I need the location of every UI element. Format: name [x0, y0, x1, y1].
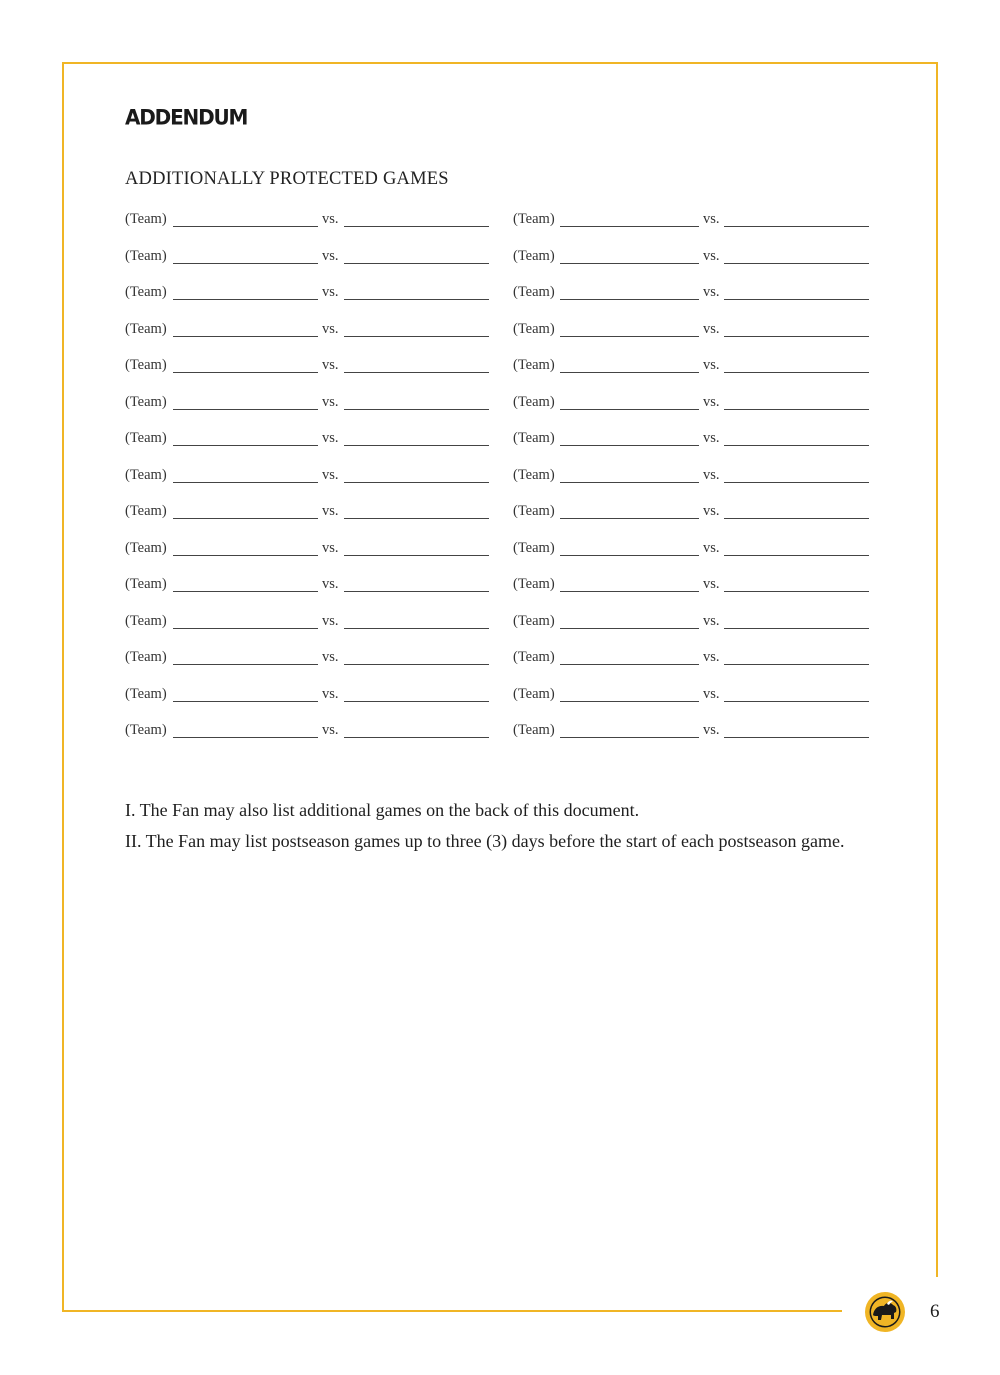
vs-label: vs.	[322, 247, 339, 264]
team-label: (Team)	[125, 357, 167, 373]
team-label: (Team)	[125, 466, 167, 483]
vs-label: vs.	[703, 357, 720, 373]
opponent-team-blank[interactable]	[724, 372, 869, 373]
vs-label: vs.	[703, 722, 720, 738]
home-team-blank[interactable]	[560, 628, 699, 629]
game-entry-row	[0, 393, 1000, 417]
opponent-team-blank[interactable]	[344, 591, 489, 592]
vs-label: vs.	[703, 430, 720, 446]
home-team-blank[interactable]	[173, 336, 318, 337]
home-team-blank[interactable]	[560, 409, 699, 410]
opponent-team-blank[interactable]	[724, 336, 869, 337]
vs-label: vs.	[703, 649, 720, 665]
game-entry-row	[0, 648, 1000, 672]
home-team-blank[interactable]	[560, 555, 699, 556]
team-label: (Team)	[513, 722, 555, 738]
team-label: (Team)	[513, 320, 555, 337]
opponent-team-blank[interactable]	[344, 555, 489, 556]
home-team-blank[interactable]	[173, 263, 318, 264]
vs-label: vs.	[703, 503, 720, 519]
opponent-team-blank[interactable]	[724, 263, 869, 264]
home-team-blank[interactable]	[173, 409, 318, 410]
team-label: (Team)	[125, 393, 167, 410]
team-label: (Team)	[513, 576, 555, 592]
game-entry-row	[0, 210, 1000, 234]
vs-label: vs.	[703, 576, 720, 592]
opponent-team-blank[interactable]	[724, 482, 869, 483]
vs-label: vs.	[322, 211, 339, 227]
home-team-blank[interactable]	[173, 664, 318, 665]
team-label: (Team)	[125, 320, 167, 337]
game-entry-row	[0, 466, 1000, 490]
note-item: I. The Fan may also list additional games on the back of this document.	[125, 800, 640, 820]
game-entry-row	[0, 429, 1000, 453]
home-team-blank[interactable]	[560, 336, 699, 337]
vs-label: vs.	[322, 503, 339, 519]
opponent-team-blank[interactable]	[724, 226, 869, 227]
game-entry-row	[0, 356, 1000, 380]
opponent-team-blank[interactable]	[344, 737, 489, 738]
opponent-team-blank[interactable]	[724, 664, 869, 665]
opponent-team-blank[interactable]	[344, 226, 489, 227]
home-team-blank[interactable]	[560, 591, 699, 592]
game-entry-row	[0, 539, 1000, 563]
home-team-blank[interactable]	[173, 372, 318, 373]
game-entry-row	[0, 685, 1000, 709]
team-label: (Team)	[513, 685, 555, 702]
vs-label: vs.	[703, 320, 720, 337]
home-team-blank[interactable]	[173, 226, 318, 227]
home-team-blank[interactable]	[173, 555, 318, 556]
opponent-team-blank[interactable]	[344, 263, 489, 264]
page-heading: ADDENDUM	[125, 104, 248, 130]
vs-label: vs.	[703, 685, 720, 702]
team-label: (Team)	[513, 247, 555, 264]
opponent-team-blank[interactable]	[724, 628, 869, 629]
team-label: (Team)	[125, 612, 167, 629]
vs-label: vs.	[322, 722, 339, 738]
game-entry-row	[0, 283, 1000, 307]
home-team-blank[interactable]	[560, 482, 699, 483]
team-label: (Team)	[125, 503, 167, 519]
team-label: (Team)	[125, 685, 167, 702]
home-team-blank[interactable]	[560, 445, 699, 446]
vs-label: vs.	[703, 284, 720, 300]
opponent-team-blank[interactable]	[344, 518, 489, 519]
home-team-blank[interactable]	[173, 518, 318, 519]
vs-label: vs.	[322, 612, 339, 629]
opponent-team-blank[interactable]	[724, 701, 869, 702]
game-entry-row	[0, 612, 1000, 636]
home-team-blank[interactable]	[173, 591, 318, 592]
opponent-team-blank[interactable]	[344, 701, 489, 702]
game-entry-row	[0, 247, 1000, 271]
home-team-blank[interactable]	[560, 299, 699, 300]
vs-label: vs.	[322, 393, 339, 410]
opponent-team-blank[interactable]	[344, 409, 489, 410]
vs-label: vs.	[322, 649, 339, 665]
vs-label: vs.	[703, 247, 720, 264]
team-label: (Team)	[125, 539, 167, 556]
team-label: (Team)	[125, 649, 167, 665]
opponent-team-blank[interactable]	[724, 518, 869, 519]
opponent-team-blank[interactable]	[344, 336, 489, 337]
home-team-blank[interactable]	[173, 299, 318, 300]
vs-label: vs.	[322, 357, 339, 373]
vs-label: vs.	[703, 612, 720, 629]
opponent-team-blank[interactable]	[344, 628, 489, 629]
team-label: (Team)	[513, 357, 555, 373]
opponent-team-blank[interactable]	[344, 482, 489, 483]
team-label: (Team)	[513, 466, 555, 483]
opponent-team-blank[interactable]	[724, 445, 869, 446]
opponent-team-blank[interactable]	[344, 664, 489, 665]
opponent-team-blank[interactable]	[724, 737, 869, 738]
opponent-team-blank[interactable]	[344, 445, 489, 446]
home-team-blank[interactable]	[173, 701, 318, 702]
buffalo-logo-icon	[864, 1291, 906, 1333]
home-team-blank[interactable]	[560, 226, 699, 227]
opponent-team-blank[interactable]	[344, 299, 489, 300]
home-team-blank[interactable]	[173, 445, 318, 446]
vs-label: vs.	[322, 685, 339, 702]
home-team-blank[interactable]	[173, 737, 318, 738]
opponent-team-blank[interactable]	[724, 409, 869, 410]
vs-label: vs.	[322, 576, 339, 592]
team-label: (Team)	[125, 211, 167, 227]
page-number: 6	[930, 1301, 940, 1322]
home-team-blank[interactable]	[560, 518, 699, 519]
vs-label: vs.	[703, 539, 720, 556]
vs-label: vs.	[322, 320, 339, 337]
opponent-team-blank[interactable]	[724, 591, 869, 592]
section-title: ADDITIONALLY PROTECTED GAMES	[125, 169, 449, 189]
game-entry-row	[0, 575, 1000, 599]
home-team-blank[interactable]	[560, 737, 699, 738]
game-entry-row	[0, 320, 1000, 344]
home-team-blank[interactable]	[560, 263, 699, 264]
opponent-team-blank[interactable]	[344, 372, 489, 373]
home-team-blank[interactable]	[560, 664, 699, 665]
team-label: (Team)	[513, 649, 555, 665]
home-team-blank[interactable]	[173, 482, 318, 483]
team-label: (Team)	[513, 284, 555, 300]
vs-label: vs.	[703, 393, 720, 410]
team-label: (Team)	[513, 211, 555, 227]
team-label: (Team)	[513, 612, 555, 629]
game-entry-row	[0, 721, 1000, 745]
team-label: (Team)	[125, 284, 167, 300]
vs-label: vs.	[322, 430, 339, 446]
vs-label: vs.	[322, 539, 339, 556]
opponent-team-blank[interactable]	[724, 299, 869, 300]
vs-label: vs.	[322, 466, 339, 483]
home-team-blank[interactable]	[560, 372, 699, 373]
team-label: (Team)	[125, 722, 167, 738]
game-entry-row	[0, 502, 1000, 526]
home-team-blank[interactable]	[560, 701, 699, 702]
team-label: (Team)	[513, 539, 555, 556]
vs-label: vs.	[703, 211, 720, 227]
vs-label: vs.	[322, 284, 339, 300]
note-item: II. The Fan may list postseason games up to three (3) days before the start of each postseason game.	[125, 831, 845, 851]
team-label: (Team)	[125, 247, 167, 264]
opponent-team-blank[interactable]	[724, 555, 869, 556]
team-label: (Team)	[513, 393, 555, 410]
vs-label: vs.	[703, 466, 720, 483]
home-team-blank[interactable]	[173, 628, 318, 629]
team-label: (Team)	[125, 430, 167, 446]
notes-list	[125, 798, 925, 860]
team-label: (Team)	[513, 430, 555, 446]
team-label: (Team)	[125, 576, 167, 592]
team-label: (Team)	[513, 503, 555, 519]
